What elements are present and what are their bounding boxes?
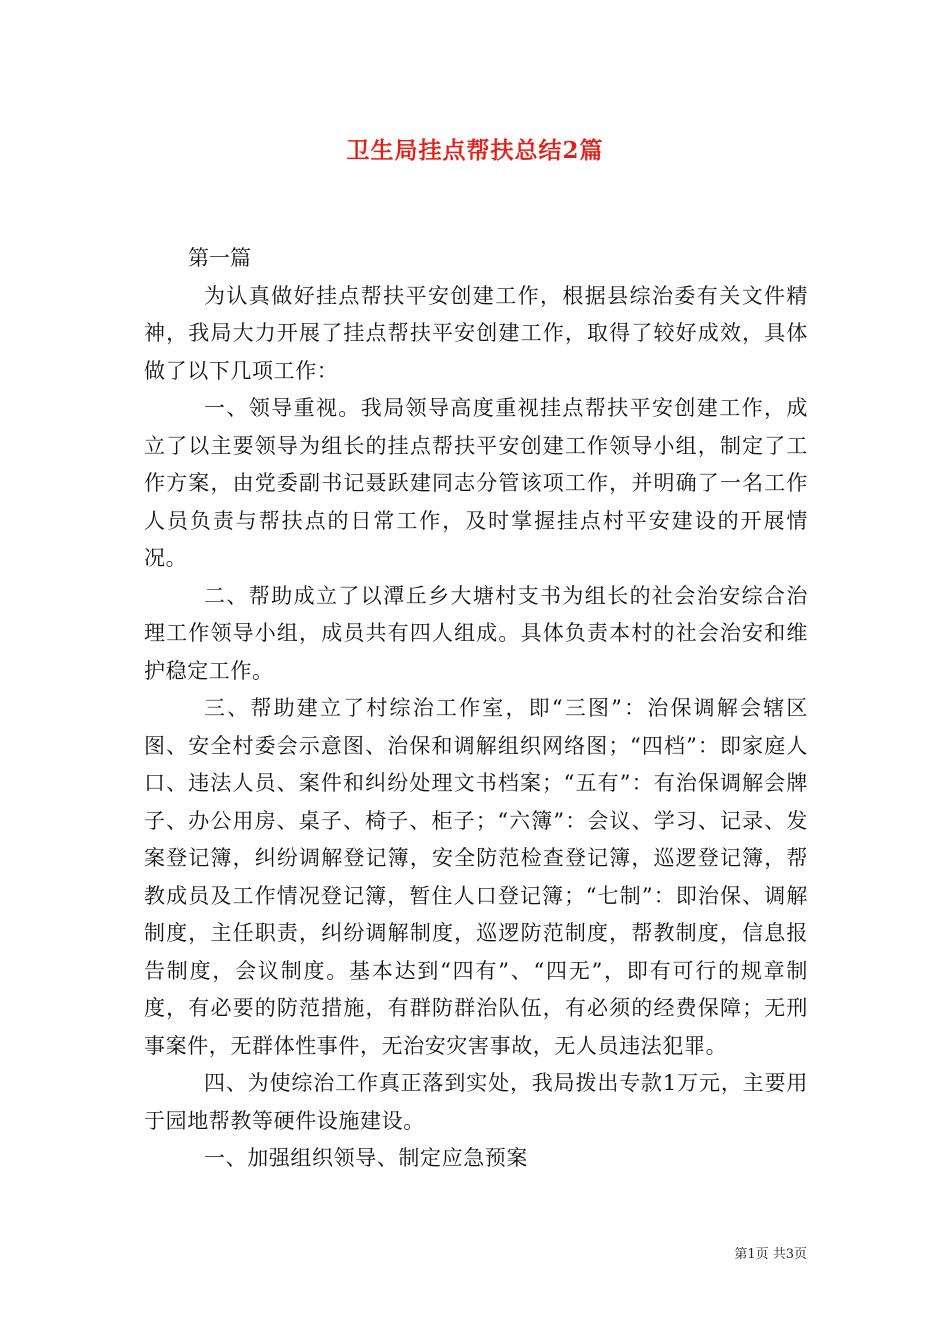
paragraph-intro: 为认真做好挂点帮扶平安创建工作，根据县综治委有关文件精神，我局大力开展了挂点帮扶平安创建工作，取得了较好成效，具体做了以下几项工作：: [144, 283, 808, 383]
paragraph-group: 二、帮助成立了以潭丘乡大塘村支书为组长的社会治安综合治理工作领导小组，成员共有四人组成。具体负责本村的社会治安和维护稳定工作。: [144, 583, 808, 683]
document-body: [144, 240, 808, 1178]
page-number: 第1页 共3页: [734, 1247, 807, 1262]
section-label: 第一篇: [188, 246, 251, 270]
paragraph-leadership: 一、领导重视。我局领导高度重视挂点帮扶平安创建工作，成立了以主要领导为组长的挂点帮扶平安创建工作领导小组，制定了工作方案，由党委副书记聂跃建同志分管该项工作，并明确了一名工作人员负责与帮扶点的日常工作，及时掌握挂点村平安建设的开展情况。: [144, 396, 808, 570]
document-title: 卫生局挂点帮扶总结2篇: [346, 137, 604, 164]
paragraph-office: 三、帮助建立了村综治工作室，即“三图”：治保调解会辖区图、安全村委会示意图、治保和调解组织网络图；“四档”：即家庭人口、违法人员、案件和纠纷处理文书档案；“五有”：有治保调解会牌子、办公用房、桌子、椅子、柜子；“六簿”：会议、学习、记录、发案登记簿，纠纷调解登记簿，安全防范检查登记簿，巡逻登记簿，帮教成员及工作情况登记簿，暂住人口登记簿；“七制”：即治保、调解制度，主任职责，纠纷调解制度，巡逻防范制度，帮教制度，信息报告制度，会议制度。基本达到“四有”、“四无”，即有可行的规章制度，有必要的防范措施，有群防群治队伍，有必须的经费保障；无刑事案件，无群体性事件，无治安灾害事故，无人员违法犯罪。: [144, 696, 808, 1058]
paragraph-heading-organization: 一、加强组织领导、制定应急预案: [204, 1146, 528, 1170]
paragraph-funding: 四、为使综治工作真正落到实处，我局拨出专款1万元，主要用于园地帮教等硬件设施建设。: [144, 1071, 808, 1133]
